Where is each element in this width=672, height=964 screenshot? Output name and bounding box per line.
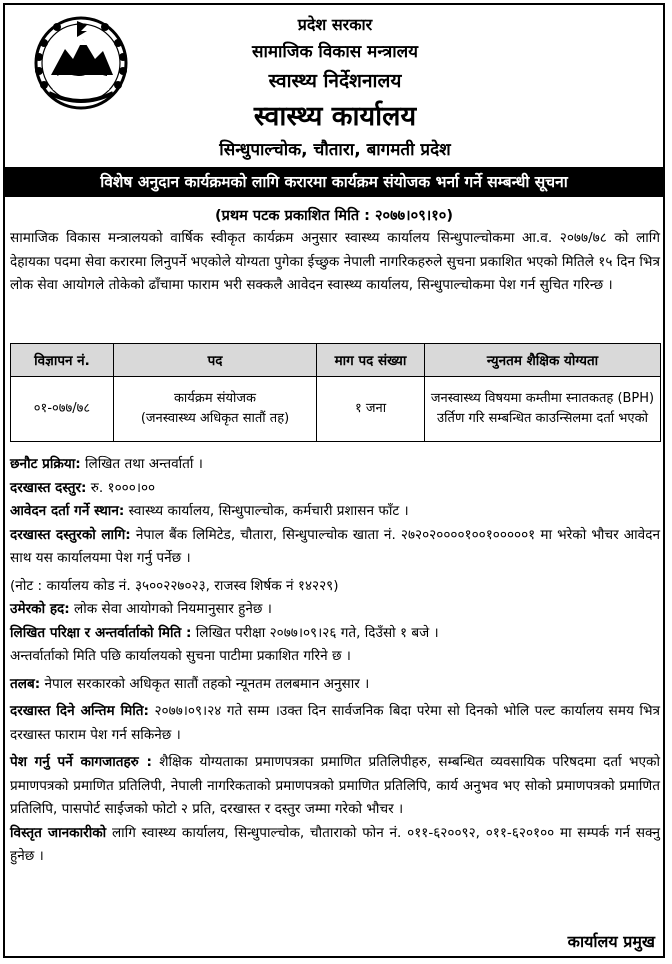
exam-date: लिखित परिक्षा र अन्तर्वार्ताको मिति : लिखित परीक्षा २०७७।०९।२६ गते, दिउँसो १ बजे । bbox=[10, 624, 439, 641]
vacancy-table bbox=[10, 343, 661, 442]
table-row bbox=[11, 377, 661, 442]
post-name: कार्यक्रम संयोजक bbox=[173, 391, 257, 406]
intro-paragraph: सामाजिक विकास मन्त्रालयको वार्षिक स्वीकृत कार्यक्रम अनुसार स्वास्थ्य कार्यालय सिन्धुपाल्चोकमा आ.व. २०७७/७८ को लागि देहायका पदमा सेवा करारमा लिनुपर्ने भएकोले योग्यता पुगेका ईच्छुक नेपाली नागरिकहरुले सुचना प्रकाशित भएको मितिले १५ दिन भित्र लोक सेवा आयोगले तोकेको ढाँचामा फाराम भरी सक्कलै आवेदन स्वास्थ्य कार्यालय, सिन्धुपाल्चोकमा पेश गर्न सुचित गरिन्छ । bbox=[10, 230, 660, 293]
post-level: (जनस्वास्थ्य अधिकृत सातौं तह) bbox=[140, 411, 290, 426]
office-title: स्वास्थ्य कार्यालय bbox=[253, 101, 417, 132]
application-place: आवेदन दर्ता गर्ने स्थान: स्वास्थ्य कार्यालय, सिन्धुपाल्चोक, कर्मचारी प्रशासन फाँट । bbox=[10, 503, 409, 519]
table-header-row bbox=[11, 344, 661, 377]
cell-count: १ जना bbox=[317, 377, 425, 442]
fee-payment: दरखास्त दस्तुरको लागि: नेपाल बैंक लिमिटेड, चौतारा, सिन्धुपाल्चोक खाता नं. २७२०२००००१००१०००००१ मा भरेको भौचर आवेदन साथ यस कार्यालयमा पेश गर्नु पर्नेछ । bbox=[10, 526, 660, 566]
header-count: माग पद संख्या bbox=[317, 344, 425, 377]
office-address: सिन्धुपाल्चोक, चौतारा, बागमती प्रदेश bbox=[219, 140, 451, 160]
age-limit: उमेरको हद: लोक सेवा आयोगको नियमानुसार हुनेछ । bbox=[10, 601, 272, 617]
notice-page bbox=[3, 3, 665, 958]
notice-title-banner: विशेष अनुदान कार्यक्रमको लागि करारमा कार्यक्रम संयोजक भर्ना गर्ने सम्बन्धी सूचना bbox=[5, 167, 663, 197]
contact-info: विस्तृत जानकारीको लागि स्वास्थ्य कार्यालय, सिन्धुपाल्चोक, चौताराको फोन नं. ०११-६२००९२, ०११-६२०१०० मा सम्पर्क गर्न सक्नु हुनेछ । bbox=[10, 824, 660, 864]
directorate-title: स्वास्थ्य निर्देशनालय bbox=[268, 70, 402, 92]
cell-post bbox=[114, 377, 317, 442]
cell-qualification: जनस्वास्थ्य विषयमा कम्तीमा स्नातकतह (BPH) उर्तिण गरि सम्बन्धित काउन्सिलमा दर्ता भएको bbox=[425, 377, 661, 442]
header-ad-no: विज्ञापन नं. bbox=[11, 344, 114, 377]
notice-body bbox=[10, 453, 660, 869]
selection-process: छनौट प्रक्रिया: लिखित तथा अन्तर्वार्ता । bbox=[10, 456, 203, 472]
ministry-title: सामाजिक विकास मन्त्रालय bbox=[251, 42, 419, 62]
salary: तलब: नेपाल सरकारको अधिकृत सातौं तहको न्यूनतम तलबमान अनुसार । bbox=[10, 675, 370, 692]
publication-date: (प्रथम पटक प्रकाशित मिति : २०७७।०९।१०) bbox=[215, 208, 453, 224]
required-documents: पेश गर्नु पर्ने कागजातहरु : शैक्षिक योग्यताका प्रमाणपत्रका प्रमाणित प्रतिलिपीहरु, सम्बन्धित व्यवसायिक परिषदमा दर्ता भएको प्रमाणपत्रको प्रमाणित प्रतिलिपी, नेपाली नागरिकताको प्रमाणपत्रको प्रमाणित प्रतिलिपि, कार्य अनुभव भए सोको प्रमाणपत्रको प्रमाणित प्रतिलिपि, पासपोर्ट साईजको फोटो २ प्रति, दरखास्त र दस्तुर जम्मा गरेको भौचर । bbox=[10, 754, 660, 817]
government-emblem-icon bbox=[27, 13, 135, 113]
province-government-title: प्रदेश सरकार bbox=[297, 15, 373, 34]
interview-note: अन्तर्वार्ताको मिति पछि कार्यालयको सुचना पाटीमा प्रकाशित गरिने छ । bbox=[10, 648, 351, 664]
application-fee: दरखास्त दस्तुर: रु. १०००।०० bbox=[10, 479, 156, 496]
office-code-note: (नोट : कार्यालय कोड नं. ३५००२२७०२३, राजस्व शिर्षक नं १४२२९) bbox=[10, 577, 339, 594]
header-post: पद bbox=[114, 344, 317, 377]
header-qualification: न्युनतम शैक्षिक योग्यता bbox=[425, 344, 661, 377]
application-deadline: दरखास्त दिने अन्तिम मिति: २०७७।०९।२४ गते सम्म ।उक्त दिन सार्वजनिक बिदा परेमा सो दिनको भोलि पल्ट कार्यालय समय भित्र दरखास्त फाराम पेश गर्न सकिनेछ । bbox=[10, 703, 660, 743]
office-chief-signature: कार्यालय प्रमुख bbox=[567, 932, 655, 951]
cell-ad-no: ०१-०७७/७८ bbox=[11, 377, 114, 442]
